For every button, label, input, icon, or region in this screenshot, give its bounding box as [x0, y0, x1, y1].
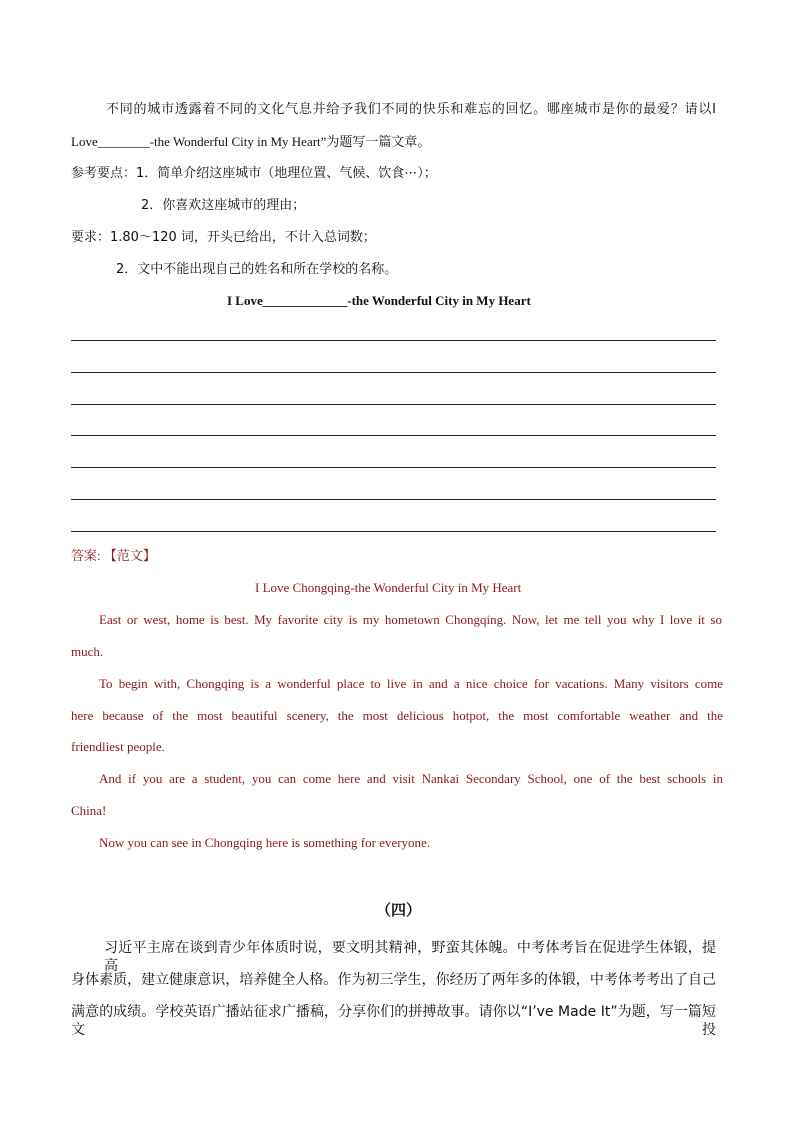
sample-p4-line1: Now you can see in Chongqing here is something for everyone. — [99, 835, 431, 850]
prompt-blank: ________ — [97, 134, 150, 149]
essay-title-blank: _____________ — [262, 293, 348, 308]
essay-title-suffix: -the Wonderful City in My Heart — [347, 293, 531, 308]
sample-essay-title: I Love Chongqing-the Wonderful City in My Heart — [255, 580, 522, 595]
essay-title — [227, 292, 531, 310]
section-four-heading: （四） — [376, 901, 422, 919]
writing-line — [71, 372, 716, 373]
sample-p2-line3: friendliest people. — [71, 739, 165, 754]
sample-p2-line1: To begin with, Chongqing is a wonderful place to live in and a nice choice for vacations. Many visitors come — [99, 676, 723, 691]
writing-line — [71, 435, 716, 436]
sample-p1-line2: much. — [71, 644, 104, 659]
writing-line — [71, 340, 716, 341]
sample-p2-line2: here because of the most beautiful scenery, the most delicious hotpot, the most comfortable weather and the — [71, 708, 723, 723]
sample-p3-line1: And if you are a student, you can come here and visit Nankai Secondary School, one of the best schools in — [99, 771, 723, 786]
section-four-line-1: 习近平主席在谈到青少年体质时说，要文明其精神，野蛮其体魄。中考体考旨在促进学生体锻，提高 — [104, 940, 716, 974]
sample-p3-line2: China! — [71, 803, 107, 818]
writing-line — [71, 404, 716, 405]
writing-line — [71, 531, 716, 532]
requirement-2: 2．文中不能出现自己的姓名和所在学校的名称。 — [116, 262, 398, 277]
reference-points: 参考要点：1．简单介绍这座城市（地理位置、气候、饮食⋯）； — [71, 166, 437, 181]
section-four-line-3: 满意的成绩。学校英语广播站征求广播稿，分享你们的拼搏故事。请你以“I’ve Made It”为题，写一篇短文投 — [71, 1004, 716, 1038]
prompt-title-suffix: -the Wonderful City in My Heart”为题写一篇文章。 — [149, 134, 431, 149]
sample-essay-tag: 【范文】 — [103, 549, 156, 564]
answer-prefix: 答案: — [71, 548, 104, 563]
requirement-1: 要求：1.80～120 词，开头已给出，不计入总词数； — [71, 230, 376, 245]
section-four-line-2: 身体素质，建立健康意识，培养健全人格。作为初三学生，你经历了两年多的体锻，中考体考考出了自己 — [71, 972, 716, 988]
prompt-line-1: 不同的城市透露着不同的文化气息并给予我们不同的快乐和难忘的回忆。哪座城市是你的最爱？请以I — [106, 102, 716, 117]
prompt-love: Love — [71, 134, 98, 149]
essay-title-love: I Love — [227, 293, 263, 308]
writing-line — [71, 499, 716, 500]
answer-label — [71, 547, 156, 566]
writing-line — [71, 467, 716, 468]
sample-p1-line1: East or west, home is best. My favorite city is my hometown Chongqing. Now, let me tell you why I love it so — [99, 612, 722, 627]
reference-point-2: 2．你喜欢这座城市的理由； — [141, 198, 306, 213]
prompt-line-2 — [71, 133, 430, 152]
